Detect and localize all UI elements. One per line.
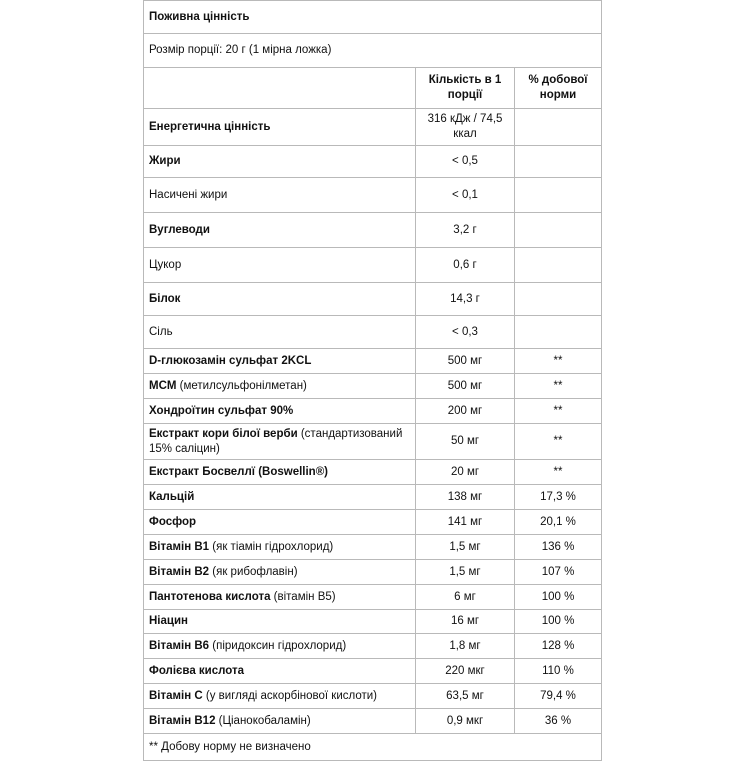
table-row — [144, 634, 602, 659]
nutrient-name-detail: (Ціанокобаламін) — [215, 714, 311, 727]
table-row — [144, 248, 602, 283]
nutrient-dv — [515, 248, 602, 283]
nutrient-amount: 14,3 г — [416, 283, 515, 316]
nutrient-name — [144, 213, 416, 248]
nutrient-name-detail: (піридоксин гідрохлорид) — [209, 639, 347, 652]
table-row — [144, 213, 602, 248]
table-row — [144, 349, 602, 374]
nutrient-dv: ** — [515, 374, 602, 399]
nutrient-dv: 20,1 % — [515, 510, 602, 535]
nutrient-name — [144, 560, 416, 585]
nutrient-amount: 200 мг — [416, 399, 515, 424]
nutrient-name-bold: Вітамін B1 — [149, 540, 210, 553]
nutrient-dv: ** — [515, 349, 602, 374]
nutrient-name-detail: Насичені жири — [149, 188, 228, 201]
table-row — [144, 585, 602, 610]
nutrient-amount: ˂ 0,1 — [416, 178, 515, 213]
header-dv: % добової норми — [515, 68, 602, 109]
nutrient-name — [144, 146, 416, 178]
nutrient-dv — [515, 178, 602, 213]
nutrient-name-bold: Екстракт кори білої верби — [149, 427, 298, 440]
nutrient-dv: 128 % — [515, 634, 602, 659]
footnote-row — [144, 734, 602, 761]
nutrient-name-bold: Вітамін B2 — [149, 565, 210, 578]
nutrient-name — [144, 178, 416, 213]
nutrient-dv: 110 % — [515, 659, 602, 684]
nutrient-name — [144, 109, 416, 146]
nutrient-dv — [515, 213, 602, 248]
nutrition-table — [143, 0, 602, 761]
table-row — [144, 283, 602, 316]
title-row — [144, 1, 602, 34]
nutrient-amount: 316 кДж / 74,5 ккал — [416, 109, 515, 146]
header-empty-cell — [144, 68, 416, 109]
nutrient-name — [144, 399, 416, 424]
nutrient-dv — [515, 316, 602, 349]
nutrient-amount: 500 мг — [416, 349, 515, 374]
nutrient-name — [144, 610, 416, 634]
nutrient-dv — [515, 146, 602, 178]
nutrient-name-bold: Білок — [149, 292, 181, 305]
nutrient-name-bold: MCM — [149, 379, 177, 392]
nutrient-name-detail: Цукор — [149, 258, 182, 271]
nutrient-dv — [515, 283, 602, 316]
nutrient-dv: ** — [515, 424, 602, 460]
nutrient-amount: 1,8 мг — [416, 634, 515, 659]
table-row — [144, 374, 602, 399]
nutrient-amount: 1,5 мг — [416, 535, 515, 560]
nutrient-amount: 500 мг — [416, 374, 515, 399]
footnote: ** Добову норму не визначено — [144, 734, 602, 761]
table-row — [144, 535, 602, 560]
nutrient-name — [144, 248, 416, 283]
nutrient-dv: 100 % — [515, 585, 602, 610]
table-row — [144, 709, 602, 734]
nutrient-amount: 0,6 г — [416, 248, 515, 283]
nutrient-name-bold: D-глюкозамін сульфат 2KCL — [149, 354, 312, 367]
nutrient-name-bold: Енергетична цінність — [149, 120, 271, 133]
nutrient-name — [144, 283, 416, 316]
nutrient-name-bold: Кальцій — [149, 490, 195, 503]
nutrient-name-detail: (метилсульфонілметан) — [176, 379, 307, 392]
header-amount: Кількість в 1 порції — [416, 68, 515, 109]
table-row — [144, 560, 602, 585]
nutrient-dv: 17,3 % — [515, 485, 602, 510]
nutrient-name — [144, 349, 416, 374]
nutrient-amount: 141 мг — [416, 510, 515, 535]
nutrient-name — [144, 535, 416, 560]
table-row — [144, 424, 602, 460]
nutrient-name-detail: Сіль — [149, 325, 173, 338]
table-row — [144, 485, 602, 510]
nutrient-name-detail: (як тіамін гідрохлорид) — [209, 540, 334, 553]
nutrient-name — [144, 585, 416, 610]
table-row — [144, 316, 602, 349]
nutrient-dv: 79,4 % — [515, 684, 602, 709]
table-title: Поживна цінність — [144, 1, 602, 34]
nutrient-name — [144, 709, 416, 734]
table-row — [144, 610, 602, 634]
table-row — [144, 659, 602, 684]
table-row — [144, 684, 602, 709]
nutrient-amount: 50 мг — [416, 424, 515, 460]
table-row — [144, 109, 602, 146]
table-row — [144, 460, 602, 485]
table-row — [144, 399, 602, 424]
nutrient-name-bold: Жири — [149, 155, 181, 167]
nutrient-name-detail: (у вигляді аскорбінової кислоти) — [202, 689, 377, 702]
nutrient-dv: ** — [515, 399, 602, 424]
nutrient-amount: 20 мг — [416, 460, 515, 485]
nutrient-name — [144, 634, 416, 659]
table-row — [144, 510, 602, 535]
nutrient-amount: 63,5 мг — [416, 684, 515, 709]
nutrient-amount: 16 мг — [416, 610, 515, 634]
nutrient-name — [144, 424, 416, 460]
nutrient-amount: 0,9 мкг — [416, 709, 515, 734]
nutrient-name — [144, 659, 416, 684]
nutrient-name — [144, 485, 416, 510]
nutrient-name-bold: Вітамін C — [149, 689, 203, 702]
nutrient-name-detail: (стандартизований 15% саліцин) — [149, 427, 403, 455]
nutrient-name — [144, 684, 416, 709]
nutrient-name-detail: (як рибофлавін) — [209, 565, 298, 578]
table-row — [144, 178, 602, 213]
nutrient-dv: ** — [515, 460, 602, 485]
serving-row — [144, 34, 602, 68]
nutrient-amount: ˂ 0,3 — [416, 316, 515, 349]
nutrient-name — [144, 316, 416, 349]
nutrient-dv: 36 % — [515, 709, 602, 734]
nutrient-amount: 1,5 мг — [416, 560, 515, 585]
nutrient-name-bold: Фолієва кислота — [149, 664, 245, 677]
nutrient-dv: 100 % — [515, 610, 602, 634]
nutrient-name-detail: (вітамін B5) — [270, 590, 336, 603]
nutrient-name-bold: Вітамін B12 — [149, 714, 216, 727]
nutrient-amount: 220 мкг — [416, 659, 515, 684]
nutrient-dv: 107 % — [515, 560, 602, 585]
nutrient-name-bold: Пантотенова кислота — [149, 590, 271, 603]
nutrient-name-bold: Ніацин — [149, 615, 188, 627]
nutrient-name-bold: Екстракт Босвеллї (Boswellin®) — [149, 465, 329, 478]
table-row — [144, 146, 602, 178]
nutrient-amount: 6 мг — [416, 585, 515, 610]
nutrient-name-bold: Вітамін B6 — [149, 639, 210, 652]
nutrient-name-bold: Вуглеводи — [149, 223, 210, 236]
nutrient-name — [144, 460, 416, 485]
nutrient-dv — [515, 109, 602, 146]
nutrient-amount: 138 мг — [416, 485, 515, 510]
header-row — [144, 68, 602, 109]
serving-size: Розмір порції: 20 г (1 мірна ложка) — [144, 34, 602, 68]
nutrient-name-bold: Хондроїтин сульфат 90% — [149, 404, 294, 417]
nutrient-name — [144, 374, 416, 399]
nutrient-dv: 136 % — [515, 535, 602, 560]
nutrient-name — [144, 510, 416, 535]
nutrient-name-bold: Фосфор — [149, 515, 197, 528]
nutrient-amount: ˂ 0,5 — [416, 146, 515, 178]
nutrient-amount: 3,2 г — [416, 213, 515, 248]
